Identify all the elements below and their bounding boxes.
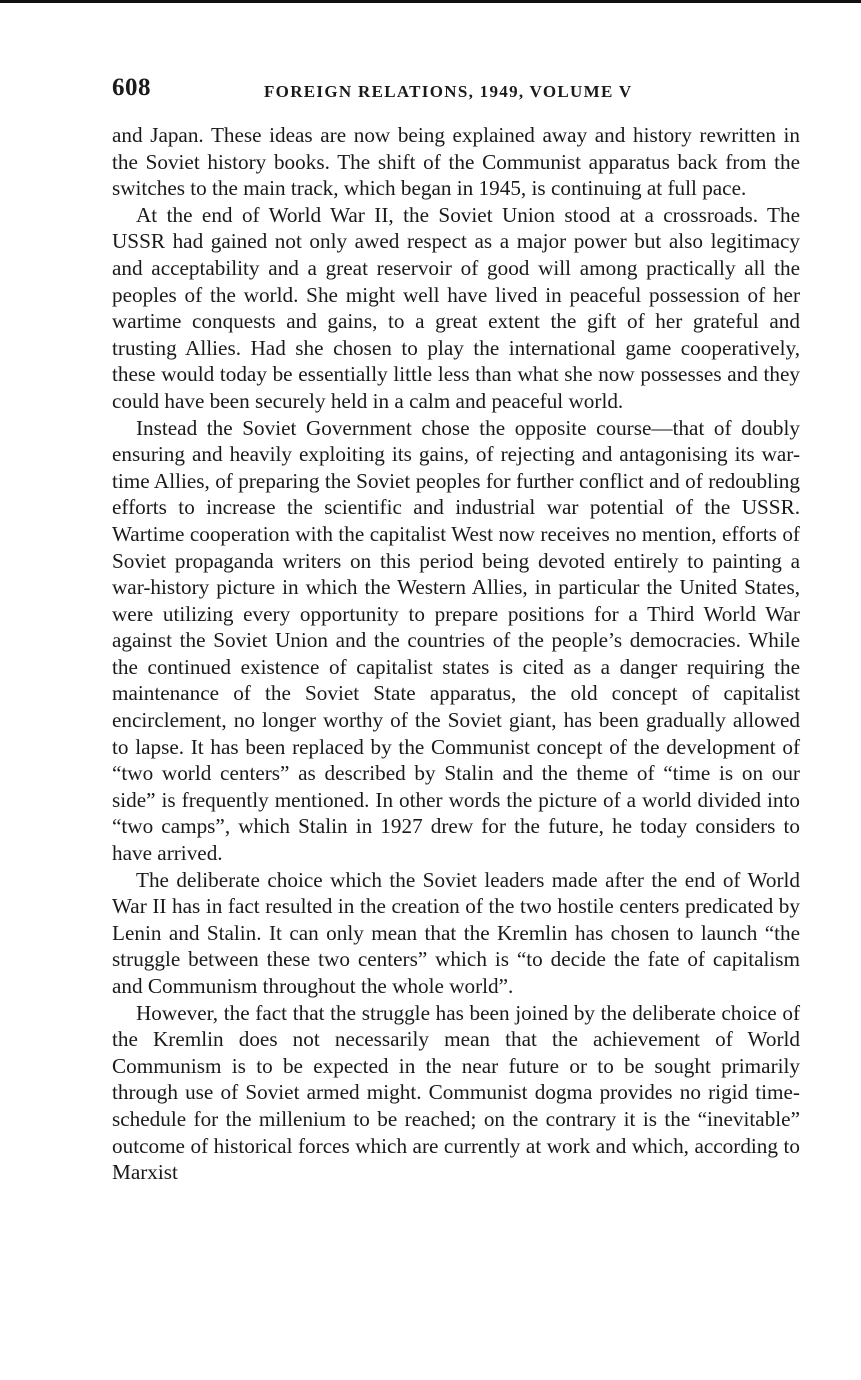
paragraph-deliberate-choice: The deliberate choice which the Soviet leaders made after the end of World War II has in fact resulted in the creation of the two hostile centers predicated by Lenin and Stalin. It can only mean that the Kremlin has chosen to launch “the struggle between these two centers” which is “to decide the fate of capitalism and Communism throughout the whole world”. (112, 867, 800, 998)
page-number: 608 (112, 74, 151, 101)
body-text (112, 122, 800, 1186)
paragraph-crossroads: At the end of World War II, the Soviet Union stood at a crossroads. The USSR had gained not only awed respect as a major power but also legitimacy and acceptability and a great reservoir of good will among practically all the peoples of the world. She might well have lived in peaceful possession of her wartime conquests and gains, to a great extent the gift of her grateful and trusting Allies. Had she chosen to play the international game cooperatively, these would today be essentially little less than what she now possesses and they could have been securely held in a calm and peaceful world. (112, 202, 800, 413)
paragraph-opposite-course: Instead the Soviet Government chose the opposite course—that of doubly ensuring and heavily exploiting its gains, of rejecting and antagonising its war-time Allies, of preparing the Soviet peoples for further conflict and of redoubling efforts to increase the scientific and industrial war potential of the USSR. Wartime cooperation with the capitalist West now receives no mention, efforts of Soviet propaganda writers on this period being devoted entirely to painting a war-history picture in which the Western Allies, in particular the United States, were utilizing every opportunity to prepare positions for a Third World War against the Soviet Union and the countries of the people’s democracies. While the continued existence of capitalist states is cited as a danger requiring the maintenance of the Soviet State apparatus, the old concept of capitalist encirclement, no longer worthy of the Soviet giant, has been gradually allowed to lapse. It has been replaced by the Communist concept of the development of “two world centers” as described by Stalin and the theme of “time is on our side” is frequently mentioned. In other words the picture of a world divided into “two camps”, which Stalin in 1927 drew for the future, he today considers to have arrived. (112, 415, 800, 866)
top-border-rule (0, 0, 861, 3)
running-head: FOREIGN RELATIONS, 1949, VOLUME V (264, 82, 633, 101)
page-header (112, 74, 800, 108)
document-page (112, 74, 800, 1186)
paragraph-continued: and Japan. These ideas are now being explained away and history rewritten in the Soviet history books. The shift of the Communist apparatus back from the switches to the main track, which began in 1945, is continuing at full pace. (112, 123, 800, 201)
paragraph-struggle: However, the fact that the struggle has been joined by the deliberate choice of the Kremlin does not necessarily mean that the achievement of World Communism is to be expected in the near future or to be sought primarily through use of Soviet armed might. Communist dogma provides no rigid time-schedule for the millenium to be reached; on the contrary it is the “inevitable” outcome of historical forces which are currently at work and which, according to Marxist (112, 1000, 800, 1185)
